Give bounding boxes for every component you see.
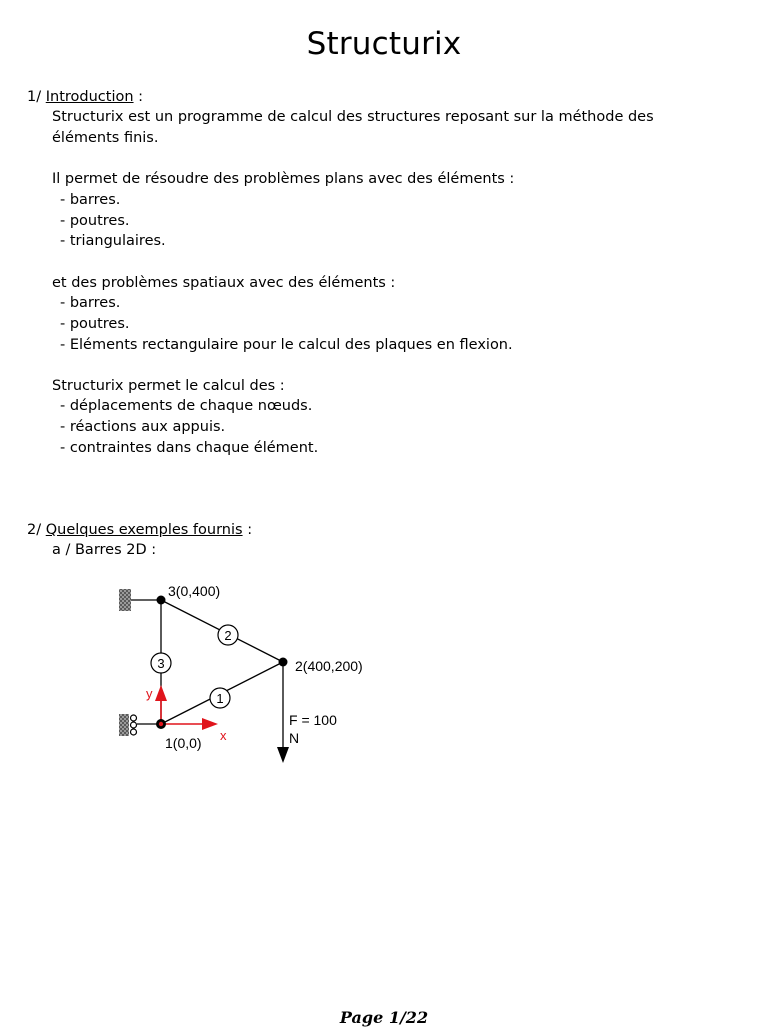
list-item: - poutres.	[60, 213, 130, 229]
list-item: - déplacements de chaque nœuds.	[60, 398, 313, 414]
intro-line-1: Structurix est un programme de calcul des structures reposant sur la méthode des	[52, 109, 654, 125]
node2-label: 2(400,200)	[295, 658, 363, 674]
force-unit: N	[289, 730, 300, 746]
node1-label: 1(0,0)	[165, 735, 202, 751]
element1-label: 1	[216, 691, 224, 706]
section2-colon: :	[247, 522, 253, 538]
element3-label: 3	[157, 656, 165, 671]
list-item: - poutres.	[60, 316, 130, 332]
roller-support-node1	[119, 714, 129, 736]
x-axis-arrowhead	[202, 718, 218, 730]
section2-number: 2/	[27, 522, 42, 538]
list-item: - réactions aux appuis.	[60, 419, 226, 435]
axis-x-label: x	[220, 728, 227, 743]
axis-y-label: y	[146, 686, 153, 701]
spatial-intro: et des problèmes spatiaux avec des éléments :	[52, 275, 396, 291]
calc-intro: Structurix permet le calcul des :	[52, 378, 285, 394]
node-3	[157, 596, 166, 605]
element2-label: 2	[224, 628, 232, 643]
subsection-a: a / Barres 2D :	[52, 542, 157, 558]
section1-number: 1/	[27, 89, 42, 105]
roller-wheel	[131, 722, 137, 728]
roller-wheel	[131, 715, 137, 721]
section2-heading: Quelques exemples fournis	[45, 522, 243, 538]
force-label: F = 100	[289, 712, 337, 728]
page-title: Structurix	[306, 26, 462, 62]
fixed-support-node3	[119, 589, 131, 611]
list-item: - barres.	[60, 192, 121, 208]
page-footer: Page 1/22	[339, 1008, 429, 1027]
list-item: - contraintes dans chaque élément.	[60, 440, 319, 456]
list-item: - Eléments rectangulaire pour le calcul des plaques en flexion.	[60, 337, 513, 353]
force-arrowhead	[277, 747, 289, 763]
section1-heading: Introduction	[45, 89, 134, 105]
roller-wheel	[131, 729, 137, 735]
section1-colon: :	[138, 89, 144, 105]
plane-intro: Il permet de résoudre des problèmes plans avec des éléments :	[52, 171, 515, 187]
y-axis-arrowhead	[155, 685, 167, 701]
intro-line-2: éléments finis.	[52, 130, 159, 146]
list-item: - triangulaires.	[60, 233, 166, 249]
list-item: - barres.	[60, 295, 121, 311]
node3-label: 3(0,400)	[168, 583, 221, 599]
origin-marker	[159, 722, 163, 726]
